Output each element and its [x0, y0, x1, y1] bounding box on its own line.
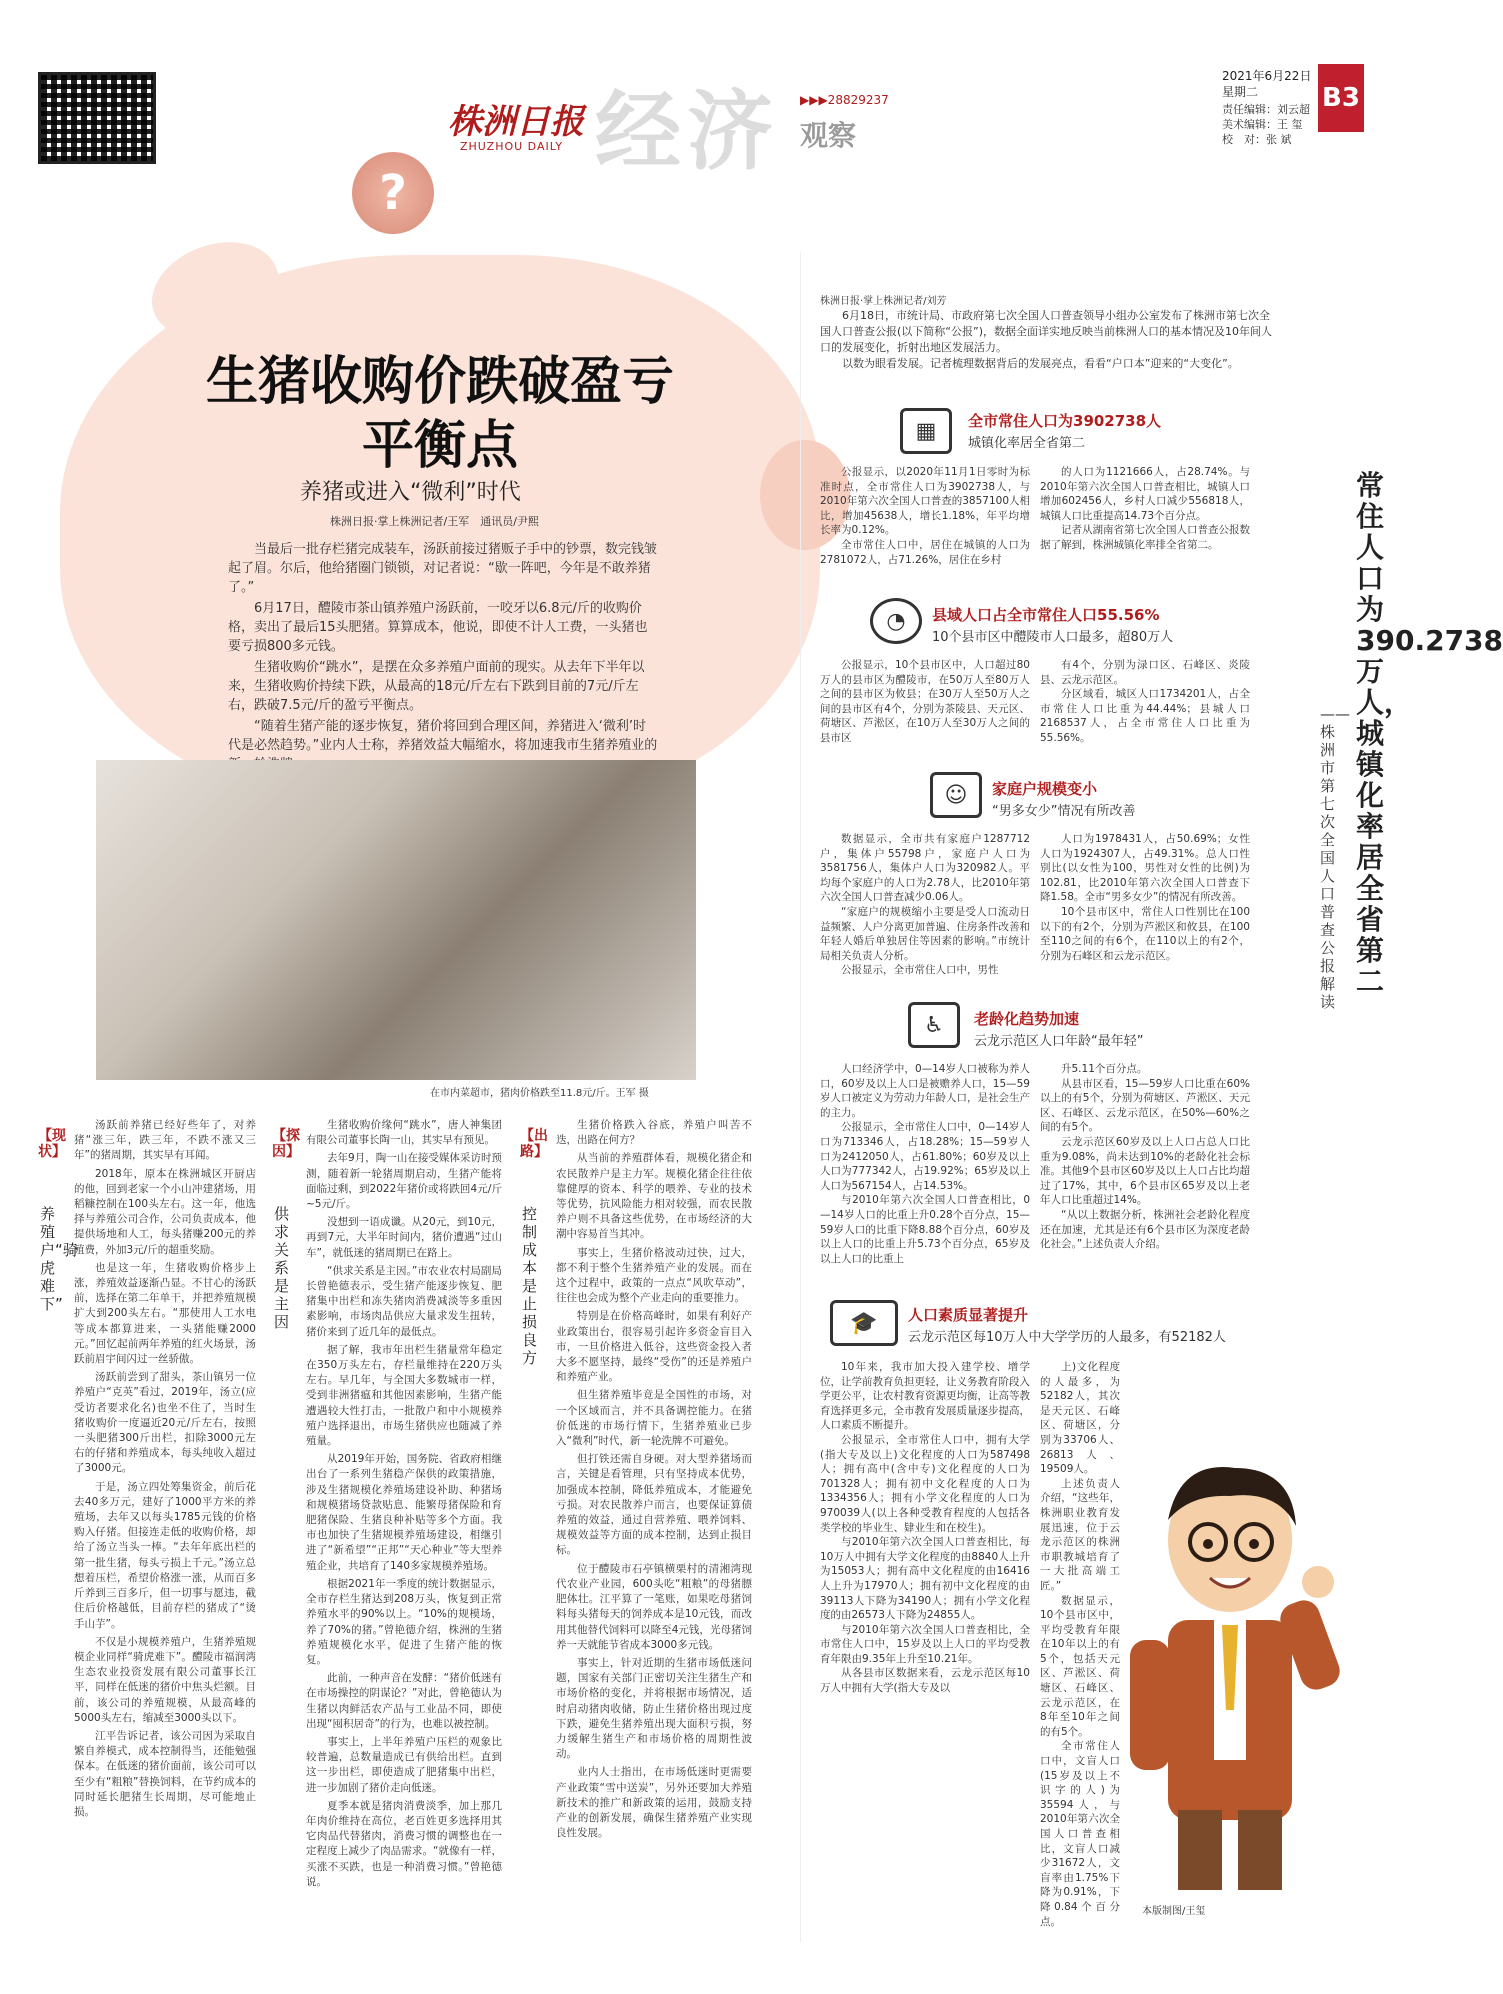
census-headline[interactable]: 常住人口为390.2738万人，城镇化率居全省第二	[1356, 469, 1503, 998]
column-tag: 【现状】	[38, 1128, 66, 1160]
paragraph: 的人口为1121666人，占28.74%。与2010年第六次全国人口普查相比，城镇人口增加602456人，乡村人口减少556818人，城镇人口比重提高14.73个百分点。	[1040, 466, 1250, 522]
paragraph: 有4个，分别为渌口区、石峰区、炎陵县、云龙示范区。	[1040, 659, 1250, 686]
paragraph: 去年9月，陶一山在接受媒体采访时预测，随着新一轮猪周期启动，生猪产能将面临过剩，到2022年猪价或将跌回4元/斤~5元/斤。	[306, 1152, 502, 1211]
section-text-left	[820, 1062, 1030, 1322]
paragraph: 从当前的养殖群体看，规模化猪企和农民散养户是主力军。规模化猪企往往依靠健厚的资本、科学的喂养、专业的技术等优势，抗风险能力相对较强，而农民散养户则不具备这些优势，在市场经济的大潮中容易首当其冲。	[556, 1152, 752, 1241]
lead-subheadline: 养猪或进入“微利”时代	[300, 480, 521, 505]
section-text-left	[820, 658, 1030, 758]
paragraph: 但打铁还需自身硬。对大型养猪场而言，关键是看管理，只有坚持成本优势，加强成本控制，降低养殖成本，才能避免亏损。对农民散养户而言，也要保证算债养殖的效益，通过自营养殖、喂养饲料、规模效益等方面的成本控制，达到止损目标。	[556, 1453, 752, 1557]
paragraph: 与2010年第六次全国人口普查相比，每10万人中拥有大学文化程度的由8840人上升为15053人；拥有高中文化程度的由16416人上升为17970人；拥有初中文化程度的由39113人下降为34190人；拥有小学文化程度的由26573人下降为24855人。	[820, 1536, 1030, 1622]
section-title: 经济	[595, 81, 779, 182]
section-text-right	[1040, 1360, 1120, 1928]
paragraph: “从以上数据分析，株洲社会老龄化程度还在加速，尤其是还有6个县市区为深度老龄化社会。”上述负责人介绍。	[1040, 1208, 1250, 1251]
paragraph: 也是这一年，生猪收购价格步上涨，养殖效益逐渐凸显。不甘心的汤跃前，选择在第二年单干，并把养殖规模扩大到200头左右。“那使用人工水电等成本都算进来，一头猪能赚2000元。”回忆起前两年养殖的红火场景，汤跃前眉宇间闪过一丝骄傲。	[74, 1261, 256, 1366]
staff-line: 校 对：张 斌	[1222, 133, 1292, 146]
graduation-cap-icon: 🎓	[830, 1300, 898, 1346]
census-byline: 株洲日报·掌上株洲记者/刘芳	[820, 296, 947, 307]
lead-headline[interactable]: 生猪收购价跌破盈亏平衡点	[205, 352, 674, 476]
lead-paragraph: 当最后一批存栏猪完成装车，汤跃前接过猪贩子手中的钞票，数完钱皱起了眉。尔后，他给猪圈门锁锁，对记者说：“歇一阵吧，今年是不敢养猪了。”	[228, 542, 658, 595]
section-text-left	[820, 832, 1030, 992]
paragraph: 全市常住人口中，居住在城镇的人口为2781072人，占71.26%，居住在乡村	[820, 538, 1030, 566]
column-tag: 【出路】	[520, 1128, 548, 1160]
section-text-right	[1040, 1062, 1250, 1322]
coin-icon: ?	[352, 152, 434, 234]
paragraph: 汤跃前尝到了甜头，茶山镇另一位养殖户“克英”看过，2019年，汤立(应受访者要求化名)也坐不住了，当时生猪收购价一度逼近20元/斤左右，按照一头肥猪300斤出栏，扣除3000元左右的仔猪和养殖成本，每头纯收入超过了3000元。	[74, 1371, 256, 1475]
paragraph: 从2019年开始，国务院、省政府相继出台了一系列生猪稳产保供的政策措施，涉及生猪规模化养殖场建设补助、种猪场和规模猪场贷款贴息、能繁母猪保险和育肥猪保险、生猪良种补贴等多个方面。我市也加快了生猪规模养殖场建设，相继引进了“新希望”“正邦”“天心种业”等大型养殖企业，共培育了140多家规模养殖场。	[306, 1453, 502, 1572]
column-tag-sub: 供求关系是主因	[274, 1205, 290, 1331]
qr-code-icon[interactable]	[38, 72, 156, 164]
paragraph: 2018年，原本在株洲城区开厨店的他，回到老家一个小山冲建猪场，用稻糠控制在100头左右。这一年，他选择与养殖公司合作，公司负责成本，他提供场地和人工，每头猪赚200元的养殖费，外加3元/斤的超重奖励。	[74, 1167, 256, 1256]
lead-paragraph: 生猪收购价“跳水”，是摆在众多养殖户面前的现实。从去年下半年以来，生猪收购价持续下跌，从最高的18元/斤左右下跌到目前的7元/斤左右，跌破7.5元/斤的盈亏平衡点。	[228, 660, 645, 713]
paragraph: 公报显示，以2020年11月1日零时为标准时点，全市常住人口为3902738人，与2010年第六次全国人口普查的3857100人相比，增加45638人，增长1.18%，年平均增长率为0.12%。	[820, 466, 1030, 537]
issue-date	[1222, 68, 1311, 100]
staff-credits	[1222, 102, 1310, 147]
paragraph: 上述负责人介绍，“这些年，株洲职业教育发展迅速，位于云龙示范区的株洲市职教城培育了一大批高端工匠。”	[1040, 1477, 1120, 1592]
paragraph: 与2010年第六次全国人口普查相比，全市常住人口中，15岁及以上人口的平均受教育年限由9.35年上升至10.21年。	[820, 1623, 1030, 1665]
lead-paragraph: “随着生猪产能的逐步恢复，猪价将回到合理区间，养猪进入‘微利’时代是必然趋势。”业内人士称，养猪效益大幅缩水，将加速我市生猪养殖业的	[228, 719, 658, 753]
paragraph: 10年来，我市加大投入建学校、增学位，让学前教育负担更轻，让义务教育阶段入学更公平，让农村教育资源更均衡，让高等教育选择更多元，全市教育发展质量逐步提高，人口素质不断提升。	[820, 1361, 1030, 1432]
column-tag-sub: 养殖户“骑虎难下”	[40, 1205, 78, 1313]
market-photo[interactable]	[96, 760, 696, 1080]
section-text-left	[820, 465, 1030, 585]
paragraph: “供求关系是主因。”市农业农村局副局长曾艳德表示，受生猪产能逐步恢复、肥猪集中出栏和冻失猪肉消费减淡等多重因素影响，市场肉品供应大量求发生扭转，猪价来到了近几年的最低点。	[306, 1264, 502, 1338]
elderly-icon: ♿	[908, 1002, 960, 1048]
section-text-left	[820, 1360, 1030, 1830]
paragraph: “家庭户的规模缩小主要是受人口流动日益频繁、人户分离更加普遍、住房条件改善和年轻人婚后单独居住等因素的影响。”市统计局相关负责人分析。	[820, 905, 1030, 962]
section-title: 老龄化趋势加速	[974, 1010, 1080, 1028]
pie-icon: ◔	[870, 598, 922, 644]
paragraph: 记者从湖南省第七次全国人口普查公报数据了解到，株洲城镇化率排全省第二。	[1040, 524, 1250, 551]
section-subtitle: 10个县市区中醴陵市人口最多，超80万人	[932, 630, 1174, 645]
paragraph: 此前，一种声音在发酵：“猪价低迷有在市场操控的阴谋论？”对此，曾艳德认为生猪以肉鲜活农产品与工业品不同，即使出现“囤积居奇”的行为，也难以被控制。	[306, 1672, 502, 1730]
section-subtitle: 云龙示范区每10万人中大学学历的人最多，有52182人	[908, 1330, 1226, 1345]
column-tag: 【探因】	[272, 1128, 300, 1160]
paragraph: 根据2021年一季度的统计数据显示，全市存栏生猪达到208万头，恢复到正常养殖水平的90%以上。“10%的规模场，养了70%的猪。”曾艳德介绍，株洲的生猪养殖规模化水平，促进了生猪产能的恢复。	[306, 1577, 502, 1666]
paragraph: 特别是在价格高峰时，如果有利好产业政策出台，很容易引起许多资金盲目入市，一旦价格进入低谷，这些资金投入者大多不愿坚持，最终“受伤”的还是养殖户和养殖产业。	[556, 1310, 752, 1384]
section-title: 家庭户规模变小	[992, 780, 1098, 798]
section-title: 县域人口占全市常住人口55.56%	[932, 606, 1160, 624]
lead-paragraph: 6月17日，醴陵市茶山镇养殖户汤跃前，一咬牙以6.8元/斤的收购价格，卖出了最后15头肥猪。算算成本，他说，即使不计人工费，一头猪也要亏损800多元钱。	[228, 601, 648, 654]
section-title: 全市常住人口为3902738人	[968, 412, 1162, 430]
paragraph: 但生猪养殖毕竟是全国性的市场，对一个区域而言，并不具备调控能力。在猪价低迷的市场行情下，生猪养殖业已步入“微利”时代，新一轮洗牌不可避免。	[556, 1389, 752, 1448]
paragraph: 业内人士指出，在市场低迷时更需要产业政策“雪中送炭”，另外还要加大养殖新技术的推广和新政策的运用，鼓励支持产业的创新发展，确保生猪养殖产业实现良性发展。	[556, 1766, 752, 1840]
lead-byline: 株洲日报·掌上株洲记者/王军 通讯员/尹熙	[330, 515, 539, 528]
paragraph: 夏季本就是猪肉消费淡季，加上那几年肉价维持在高位，老百姓更多选择用其它肉品代替猪肉，消费习惯的调整也在一定程度上减少了肉品需求。“就像有一样，买涨不买跌，也是一种消费习惯。”曾艳德说。	[306, 1799, 502, 1888]
paragraph: 全市常住人口中，文盲人口(15岁及以上不识字的人)为35594人，与2010年第六次全国人口普查相比，文盲人口减少31672人，文盲率由1.75%下降为0.91%，下降0.84个百分点。	[1040, 1740, 1120, 1928]
section-text-right	[1040, 465, 1250, 585]
paragraph: 从县市区看，15—59岁人口比重在60%以上的有5个，分别为荷塘区、芦淞区、天元区、石峰区、云龙示范区，在50%—60%之间的有5个。	[1040, 1077, 1250, 1134]
paragraph: 以数为眼看发展。记者梳理数据背后的发展亮点，看看“户口本”迎来的“大变化”。	[842, 357, 1239, 370]
paragraph: 没想到一语成谶。从20元，到10元，再到7元，大半年时间内，猪价遭遇“过山车”，就低迷的猪周期已在路上。	[306, 1216, 502, 1259]
paragraph: 升5.11个百分点。	[1061, 1063, 1148, 1075]
column-tag-sub: 控制成本是止损良方	[522, 1205, 538, 1367]
cartoon-man-illustration	[1110, 1450, 1350, 1890]
paragraph: 上)文化程度的人最多，为52182人，其次是天元区、石峰区、荷塘区，分别为33706人、26813人、19509人。	[1040, 1361, 1120, 1476]
paragraph: 数据显示，全市共有家庭户1287712户，集体户55798户，家庭户人口为3581756人，集体户人口为320982人。平均每个家庭户的人口为2.78人，比2010年第六次全国人口普查减少0.06人。	[820, 833, 1030, 904]
date-text: 2021年6月22日	[1222, 69, 1312, 83]
article-column	[306, 1118, 502, 1938]
paragraph: 公报显示，全市常住人口中，男性	[841, 964, 999, 977]
paragraph: 人口经济学中，0—14岁人口被称为养人口，60岁及以上人口是被赡养人口，15—59岁人口被定义为劳动力年龄人口，是社会生产的主力。	[820, 1063, 1030, 1119]
section-subtitle: 云龙示范区人口年龄“最年轻”	[974, 1034, 1144, 1049]
paragraph: 江平告诉记者，该公司因为采取自繁自养模式，成本控制得当，还能勉强保本。在低迷的猪价面前，该公司可以至少有“粗粮”替换饲料，在节约成本的同时延长肥猪生长周期，尽可能地止损。	[74, 1729, 256, 1818]
paragraph: 公报显示，全市常住人口中，拥有大学(指大专及以上)文化程度的人口为587498人；拥有高中(含中专)文化程度的人口为701328人；拥有初中文化程度的人口为1334356人；拥有小学文化程度的人口为970039人(以上各种受教育程度的人包括各类学校的毕业生、肄业生和在校生)。	[820, 1433, 1030, 1534]
article-column	[556, 1118, 752, 1938]
paragraph: 云龙示范区60岁及以上人口占总人口比重为9.08%，尚未达到10%的老龄化社会标准。其他9个县市区60岁及以上人口占比均超过了17%，其中，6个县市区65岁及以上老年人口比重超过14%。	[1040, 1135, 1250, 1207]
paragraph: 不仅是小规模养殖户，生猪养殖规模企业同样“骑虎难下”。醴陵市福润湾生态农业投资发展有限公司董事长江平，同样在低迷的猪价中焦头烂额。目前，该公司的养殖规模，从最高峰的5000头左右，缩减至3000头以下。	[74, 1635, 256, 1724]
paragraph: 6月18日，市统计局、市政府第七次全国人口普查领导小组办公室发布了株洲市第七次全国人口普查公报(以下简称“公报”)，数据全面详实地反映当前株洲人口的基本情况及10年间人口的发展变化，折射出地区发展活力。	[820, 309, 1272, 354]
paragraph: 于是，汤立四处筹集资金，前后花去40多万元，建好了1000平方米的养殖场，去年又以每头1785元钱的价格购入仔猪。但接连走低的收购价格，却给了汤立当头一棒。“去年年底出栏的第一批生猪，每头亏损上千元。”汤立总想着压栏，希望价格涨一涨，从而百多斤养到三百多斤，但一切事与愿违，截住后价格越低，目前存栏的猪成了“烫手山芋”。	[74, 1480, 256, 1630]
paragraph: 汤跃前养猪已经好些年了，对养猪“涨三年，跌三年，不跌不涨又三年”的猪周期，其实早有耳闻。	[74, 1119, 256, 1162]
paragraph: 公报显示，全市常住人口中，0—14岁人口为713346人，占18.28%；15—59岁人口为2412050人，占61.80%；60岁及以上人口为777342人，占19.92%；65岁及以上人口为567154人，占14.53%。	[820, 1121, 1030, 1192]
paragraph: 公报显示，10个县市区中，人口超过80万人的县市区为醴陵市，在50万人至80万人之间的县市区为攸县；在30万人至50万人之间的县市区有4个，分别为茶陵县、天元区、荷塘区、芦淞区，在10万人至30万人之间的县市区	[820, 659, 1030, 744]
photo-caption: 在市内菜超市，猪肉价格跌至11.8元/斤。王军 摄	[430, 1088, 649, 1099]
section-subtitle: “男多女少”情况有所改善	[992, 804, 1136, 819]
paragraph: 事实上，生猪价格波动过快，过大，都不利于整个生猪养殖产业的发展。而在这个过程中，政策的一点点“风吹草动”，往往也会成为整个产业走向的重要推力。	[556, 1246, 752, 1305]
paragraph: 位于醴陵市石亭镇横栗村的清湘湾现代农业产业园，600头吃“粗粮”的母猪膘肥体壮。江平算了一笔账，如果吃母猪饲料每头猪每天的饲养成本是10元钱，而改用其他替代饲料可以降至4元钱，光母猪饲养一天就能节省成本3000多元钱。	[556, 1562, 752, 1651]
hotline: ▶▶▶28829237	[800, 93, 889, 107]
family-icon: ☺	[930, 772, 982, 818]
paragraph: 数据显示，10个县市区中，平均受教育年限在10年以上的有5个，包括天元区、芦淞区、荷塘区、石峰区、云龙示范区，在8年至10年之间的有5个。	[1040, 1594, 1120, 1738]
building-icon: ▦	[900, 408, 952, 454]
section-title: 人口素质显著提升	[908, 1306, 1029, 1324]
paragraph: 10个县市区中，常住人口性别比在100以下的有2个，分别为芦淞区和攸县，在100至110之间的有6个，在110以上的有2个，分别为石峰区和云龙示范区。	[1040, 905, 1250, 962]
paragraph: 生猪收购价缘何“跳水”，唐人神集团有限公司董事长陶一山，其实早有预见。	[306, 1119, 502, 1147]
paragraph: 与2010年第六次全国人口普查相比，0—14岁人口的比重上升0.28个百分点，15—59岁人口的比重下降8.88个百分点，60岁及以上人口的比重上升5.73个百分点，65岁及以上人口的比重上	[820, 1194, 1030, 1265]
paragraph: 分区域看，城区人口1734201人，占全市常住人口比重为44.44%；县城人口2168537人，占全市常住人口比重为55.56%。	[1040, 688, 1250, 744]
paragraph: 事实上，针对近期的生猪市场低迷问题，国家有关部门正密切关注生猪生产和市场价格的变化，并将根据市场情况，适时启动猪肉收储，防止生猪价格出现过度下跌，避免生猪养殖出现大面积亏损，努力缓解生猪生产和市场价格的周期性波动。	[556, 1656, 752, 1761]
staff-line: 美术编辑：王 玺	[1222, 118, 1303, 131]
weekday-text: 星期二	[1222, 85, 1259, 99]
census-headline-sub: ——株洲市第七次全国人口普查公报解读	[1320, 705, 1350, 1011]
newspaper-brand: 株洲日报	[448, 102, 584, 142]
paragraph: 事实上，上半年养殖户压栏的观象比较普遍，总数量造成已有供给出栏。直到这一步出栏，即使造成了肥猪集中出栏，进一步加剧了猪价走向低迷。	[306, 1735, 502, 1794]
section-subtitle: 城镇化率居全省第二	[968, 436, 1086, 451]
paragraph: 生猪价格跌入谷底，养殖户叫苦不迭，出路在何方？	[556, 1119, 752, 1147]
illustration-credit: 本版制图/王玺	[1142, 1906, 1206, 1917]
paragraph: 人口为1978431人，占50.69%；女性人口为1924307人，占49.31%。总人口性别比(以女性为100，男性对女性的比例)为102.81，比2010年第六次全国人口普查下降1.58。全市“男多女少”的情况有所改善。	[1040, 833, 1250, 904]
page-number: B3	[1318, 64, 1364, 132]
paragraph: 从各县市区数据来看，云龙示范区每10万人中拥有大学(指大专及以	[820, 1667, 1030, 1695]
staff-line: 责任编辑：刘云超	[1222, 103, 1310, 116]
section-text-right	[1040, 832, 1250, 992]
census-lead	[820, 308, 1280, 372]
article-column	[74, 1118, 256, 1938]
section-subtitle: 观察	[800, 119, 857, 152]
section-text-right	[1040, 658, 1250, 758]
lead-intro	[228, 540, 658, 776]
paragraph: 据了解，我市年出栏生猪量常年稳定在350万头左右，存栏量维持在220万头左右。早几年，与全国大多数城市一样，受到非洲猪瘟和其他因素影响，生猪产能遭遇较大性打击，一批散户和中小规模养殖户选择退出，市场生猪供应也随减了养殖量。	[306, 1343, 502, 1448]
newspaper-brand-en: ZHUZHOU DAILY	[460, 140, 564, 153]
